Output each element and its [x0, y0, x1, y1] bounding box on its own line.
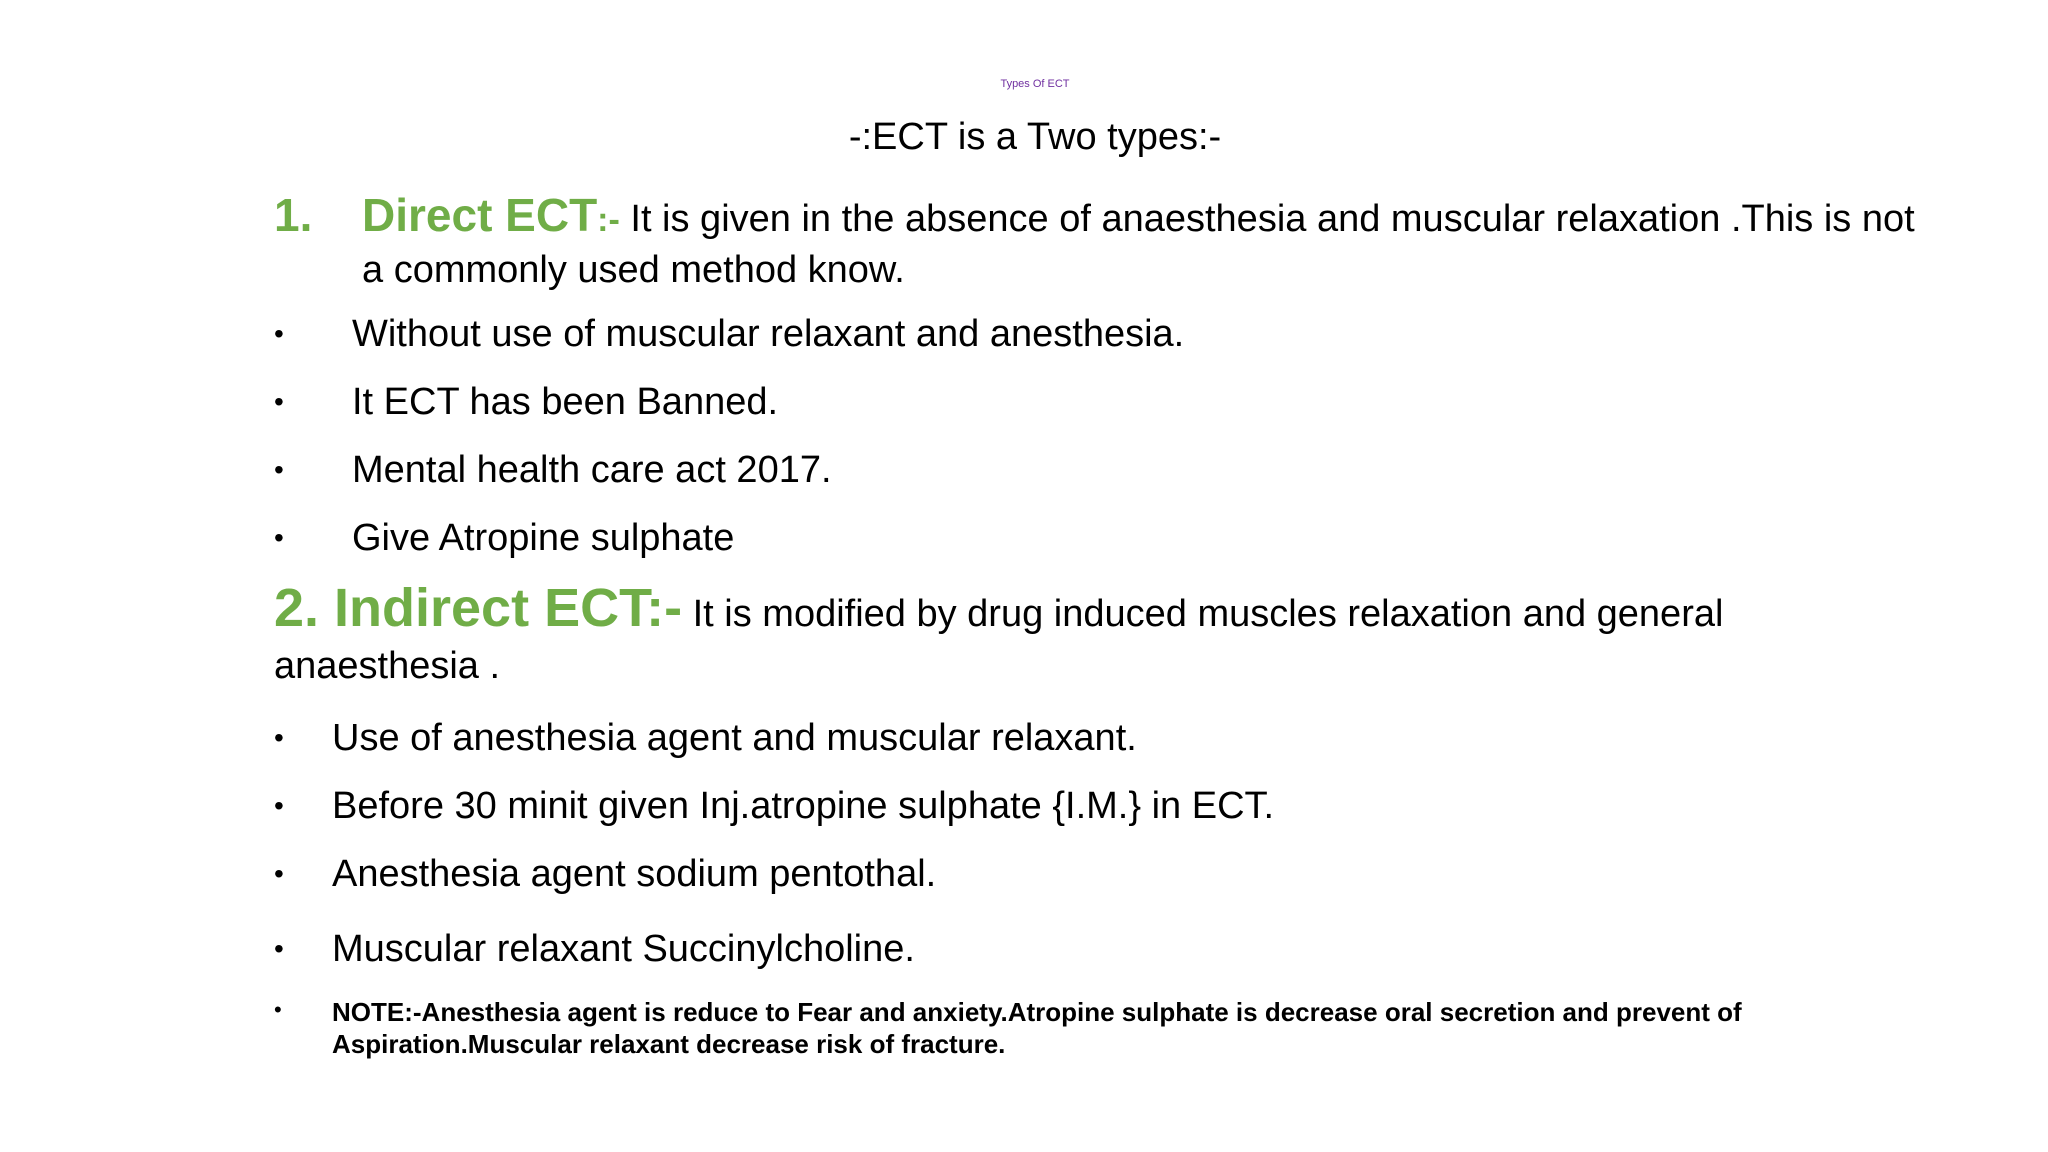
bullet-dot: • — [274, 933, 284, 964]
direct-ect-body — [362, 190, 1922, 295]
indirect-bullet-text: Muscular relaxant Succinylcholine. — [332, 928, 915, 970]
indirect-bullet-text: Use of anesthesia agent and muscular relaxant. — [332, 717, 1137, 759]
direct-ect-separator: :- — [597, 201, 620, 239]
bullet-dot: • — [274, 454, 284, 485]
direct-ect-term-text: Direct ECT — [362, 189, 598, 241]
indirect-ect-term: 2. Indirect ECT:- — [274, 578, 683, 638]
bullet-dot: • — [274, 858, 284, 889]
bullet-dot: • — [274, 790, 284, 821]
bullet-dot: • — [274, 522, 284, 553]
slide-small-title: Types Of ECT — [1000, 78, 1070, 90]
direct-ect-description: It is given in the absence of anaesthesia and muscular relaxation .This is not a commonly used method know. — [362, 198, 1915, 291]
indirect-ect-description: It is modified by drug induced muscles relaxation and general anaesthesia . — [274, 593, 1724, 687]
indirect-ect-item — [274, 578, 1794, 692]
direct-bullet-text: Give Atropine sulphate — [352, 517, 735, 559]
bullet-dot: • — [274, 997, 282, 1022]
note-text: NOTE:-Anesthesia agent is reduce to Fear and anxiety.Atropine sulphate is decrease oral secretion and prevent of Aspiration.Muscular relaxant decrease risk of fracture. — [332, 997, 1742, 1059]
bullet-dot: • — [274, 386, 284, 417]
bullet-dot: • — [274, 722, 284, 753]
bullet-dot: • — [274, 318, 284, 349]
indirect-bullet-text: Anesthesia agent sodium pentothal. — [332, 853, 937, 895]
direct-bullet-text: Mental health care act 2017. — [352, 449, 832, 491]
direct-ect-number: 1. — [274, 189, 313, 241]
slide-heading: -:ECT is a Two types:- — [848, 116, 1222, 158]
direct-bullet-text: Without use of muscular relaxant and anesthesia. — [352, 313, 1185, 355]
direct-ect-term — [362, 189, 620, 241]
indirect-bullet-text: Before 30 minit given Inj.atropine sulphate {I.M.} in ECT. — [332, 785, 1275, 827]
direct-bullet-text: It ECT has been Banned. — [352, 381, 779, 423]
